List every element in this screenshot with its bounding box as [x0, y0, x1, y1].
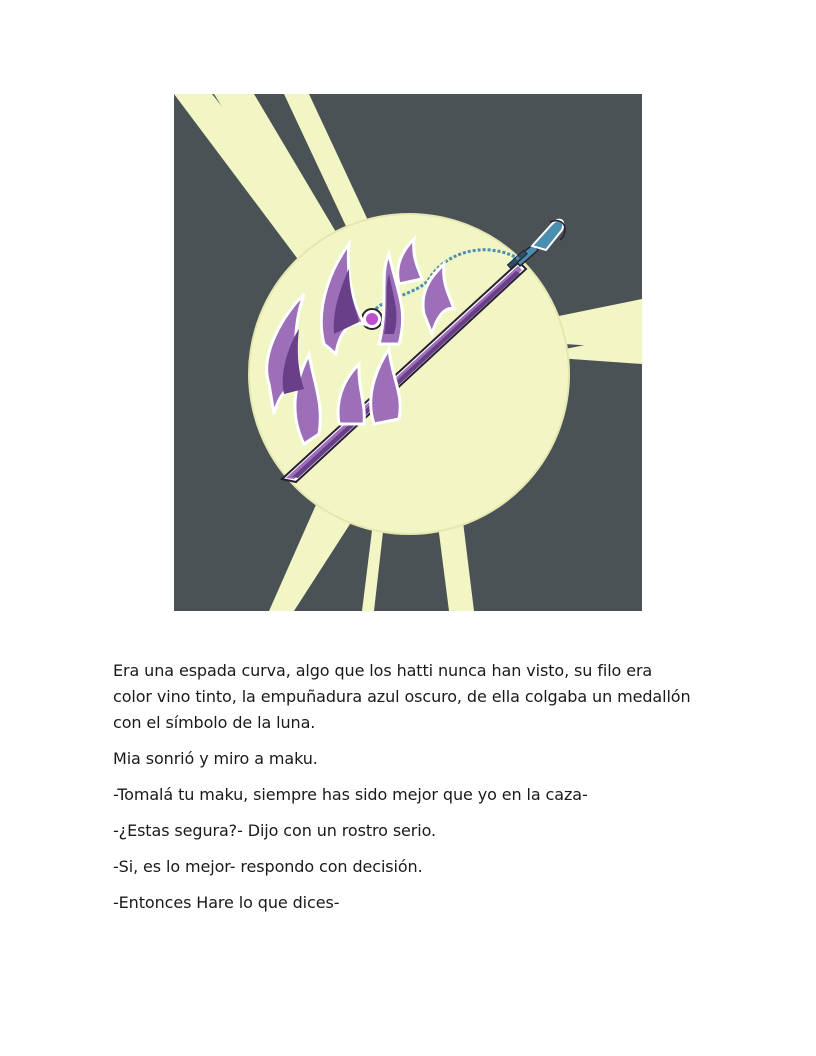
paragraph-sword-description: Era una espada curva, algo que los hatti nunca han visto, su filo era color vino tinto, la empuñadura azul oscuro, de ella colgaba un medallón con el símbolo de la luna. [113, 661, 691, 732]
dialogue-line: -Si, es lo mejor- respondo con decisión. [113, 857, 423, 876]
sword-moon-illustration [174, 94, 642, 611]
story-text [113, 658, 693, 926]
dialogue-line: -Tomalá tu maku, siempre has sido mejor que yo en la caza- [113, 785, 588, 804]
paragraph-mia-smiles: Mia sonrió y miro a maku. [113, 749, 318, 768]
dialogue-line: -Entonces Hare lo que dices- [113, 893, 340, 912]
dialogue-line: -¿Estas segura?- Dijo con un rostro serio. [113, 821, 437, 840]
